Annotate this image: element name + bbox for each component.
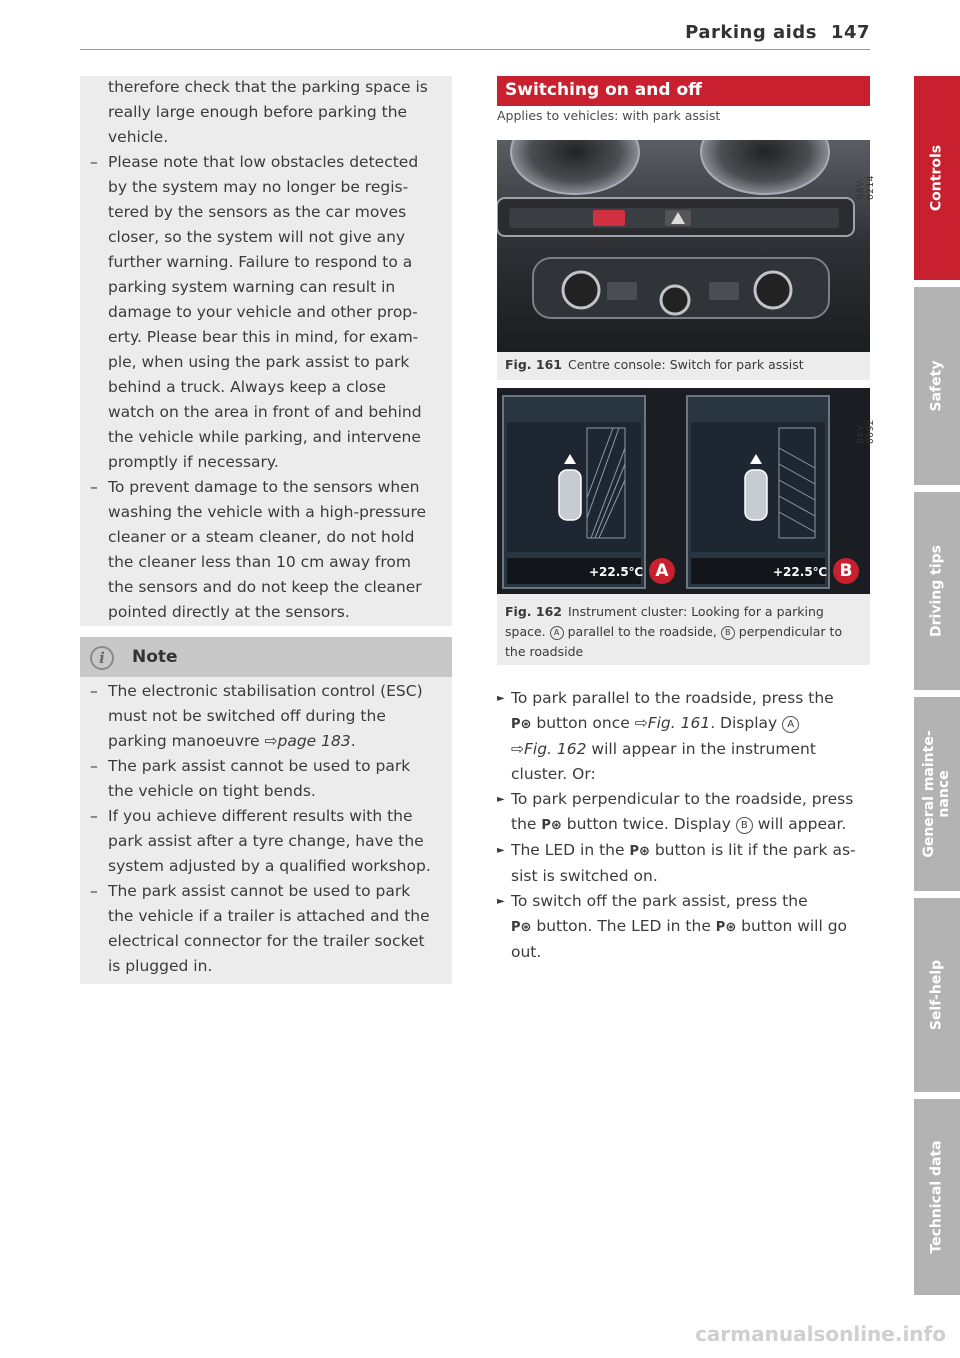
circle-a: A [782, 716, 799, 733]
note-line: – The electronic stabilisation control (ESC) [80, 679, 442, 704]
figure-162 [497, 388, 876, 665]
watermark: carmanualsonline.info [695, 1322, 946, 1346]
step-text: the [511, 815, 542, 833]
tab-driving-tips[interactable] [914, 492, 960, 690]
figure-caption-text: Centre console: Switch for park assist [567, 357, 804, 372]
step-text: button will go [736, 917, 848, 935]
circle-b: B [721, 626, 735, 640]
section-title: Switching on and off [505, 80, 702, 100]
step-text: button. The LED in the [531, 917, 716, 935]
circle-a: A [550, 626, 564, 640]
step-line [497, 711, 867, 737]
step-line: ► To park perpendicular to the roadside, press [497, 787, 867, 812]
step-line: out. [511, 943, 542, 961]
page-reference-link[interactable]: ⇨page 183 [264, 732, 351, 750]
note-line-text: parking manoeuvre [108, 732, 265, 750]
note-line [80, 729, 442, 754]
step-line [497, 737, 867, 762]
figure-reference-link[interactable]: ⇨Fig. 162 [511, 740, 587, 758]
warning-line: closer, so the system will not give any [108, 228, 406, 246]
park-assist-icon: P⊛ [511, 920, 532, 935]
park-assist-icon: P⊛ [715, 920, 737, 935]
warning-line: therefore check that the parking space is [108, 78, 428, 96]
note-line-end: . [350, 732, 356, 750]
figure-caption-text: perpendicular to [738, 624, 843, 639]
step-line [497, 838, 867, 864]
step-text: will appear in the instrument [586, 740, 816, 758]
figure-code: B8V-0214 [856, 175, 876, 200]
step-line: ► To park parallel to the roadside, press the [497, 686, 867, 711]
step-text: button once [536, 714, 635, 732]
tab-safety[interactable] [914, 287, 960, 485]
warning-line: parking system warning can result in [108, 278, 396, 296]
header-title: Parking aids [685, 22, 817, 43]
warning-line: the vehicle while parking, and intervene [108, 428, 421, 446]
temperature-readout: +22.5℃ [589, 565, 644, 579]
instruction-steps [497, 686, 867, 965]
note-line: – If you achieve different results with the [80, 804, 442, 829]
note-line: park assist after a tyre change, have the [108, 832, 424, 850]
warning-line: by the system may no longer be regis- [108, 178, 409, 196]
warning-line: promptly if necessary. [108, 453, 279, 471]
warning-line: really large enough before parking the [108, 103, 408, 121]
note-line: the vehicle if a trailer is attached and the [108, 907, 430, 925]
warning-line: the cleaner less than 10 cm away from [108, 553, 411, 571]
note-line: must not be switched off during the [108, 707, 386, 725]
applies-to: Applies to vehicles: with park assist [497, 108, 721, 123]
warning-line: watch on the area in front of and behind [108, 403, 422, 421]
figure-label: Fig. 162 [505, 604, 562, 619]
step-line [497, 812, 867, 838]
figure-caption [505, 355, 857, 375]
warning-line: further warning. Failure to respond to a [108, 253, 413, 271]
figure-caption [505, 602, 857, 662]
tab-technical-data[interactable] [914, 1099, 960, 1295]
warning-line: – Please note that low obstacles detected [80, 150, 442, 175]
warning-line: tered by the sensors as the car moves [108, 203, 407, 221]
step-line: ► To switch off the park assist, press the [497, 889, 867, 914]
park-assist-icon: P⊛ [629, 844, 650, 859]
note-header [80, 637, 452, 677]
tab-self-help[interactable] [914, 898, 960, 1092]
page-header [685, 22, 870, 43]
step-text: button is lit if the park as- [649, 841, 856, 859]
park-assist-icon: P⊛ [511, 717, 532, 732]
figure-caption-text: the roadside [505, 644, 584, 659]
figure-label: Fig. 161 [505, 357, 562, 372]
park-assist-icon: P⊛ [541, 818, 562, 833]
section-heading [497, 76, 870, 106]
step-text: will appear. [752, 815, 847, 833]
note-line: system adjusted by a qualified workshop. [108, 857, 431, 875]
figure-caption-text: space. [505, 624, 546, 639]
circle-b: B [736, 817, 753, 834]
figure-161 [497, 140, 876, 380]
tab-label: General mainte- nance [921, 730, 952, 858]
page-number: 147 [830, 22, 870, 43]
tab-controls[interactable] [914, 76, 960, 280]
tab-label: Safety [928, 360, 945, 412]
badge-a: A [649, 558, 675, 584]
tab-label: Self-help [928, 959, 945, 1031]
tab-label: Technical data [928, 1140, 945, 1254]
tab-label: Controls [928, 144, 945, 212]
warning-line: washing the vehicle with a high-pressure [108, 503, 427, 521]
figure-code: B8V-0092 [856, 419, 876, 444]
warning-line: pointed directly at the sensors. [108, 603, 350, 621]
figure-caption-text: Instrument cluster: Looking for a parking [567, 604, 824, 619]
header-rule [80, 49, 870, 50]
note-line: – The park assist cannot be used to park [80, 879, 442, 904]
step-line [497, 914, 867, 940]
warning-line: – To prevent damage to the sensors when [80, 475, 442, 500]
warning-line: ple, when using the park assist to park [108, 353, 410, 371]
warning-text [80, 75, 442, 625]
info-icon: i [90, 646, 114, 670]
tab-label: Driving tips [928, 545, 945, 637]
note-line: – The park assist cannot be used to park [80, 754, 442, 779]
warning-line: vehicle. [108, 128, 169, 146]
step-line: cluster. Or: [511, 765, 596, 783]
figure-reference-link[interactable]: ⇨Fig. 161 [634, 714, 711, 732]
note-line: electrical connector for the trailer socket [108, 932, 425, 950]
note-line: is plugged in. [108, 957, 213, 975]
note-text [80, 679, 442, 979]
figure-caption-text: parallel to the roadside, [567, 624, 717, 639]
instrument-cluster-image [497, 388, 870, 594]
warning-line: behind a truck. Always keep a close [108, 378, 387, 396]
step-text: . Display [710, 714, 783, 732]
step-line: sist is switched on. [511, 867, 658, 885]
note-line: the vehicle on tight bends. [108, 782, 316, 800]
step-text: button twice. Display [561, 815, 736, 833]
warning-line: damage to your vehicle and other prop- [108, 303, 418, 321]
tab-general-maintenance[interactable] [914, 697, 960, 891]
centre-console-image [497, 140, 870, 352]
warning-line: erty. Please bear this in mind, for exam- [108, 328, 419, 346]
step-text: The LED in the [511, 841, 630, 859]
temperature-readout: +22.5℃ [773, 565, 828, 579]
warning-line: the sensors and do not keep the cleaner [108, 578, 422, 596]
note-title: Note [132, 647, 178, 667]
badge-b: B [833, 558, 859, 584]
warning-line: cleaner or a steam cleaner, do not hold [108, 528, 415, 546]
